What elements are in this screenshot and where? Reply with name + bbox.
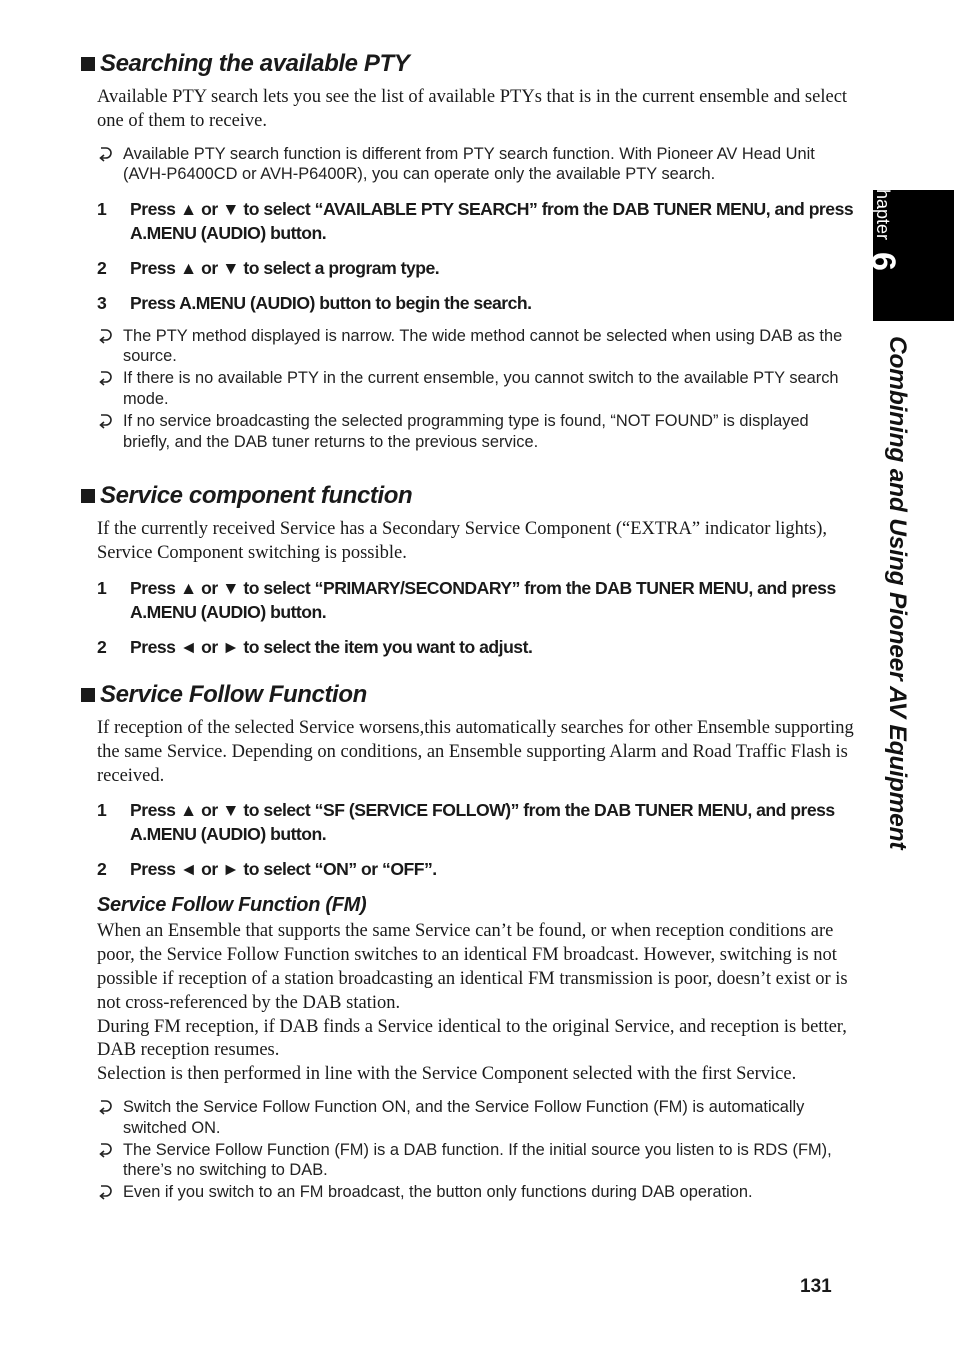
section-heading [78,48,854,80]
step-number: 1 [97,198,107,219]
step-item [97,798,854,846]
step-number: 2 [97,859,107,880]
note-list [78,326,854,453]
step-item [97,256,854,280]
section-heading [78,480,854,512]
step-text: Press A.MENU (AUDIO) button to begin the search. [130,292,532,313]
section-title: Service component function [100,482,413,510]
subsection-paragraph: During FM reception, if DAB finds a Service identical to the original Service, and reception is better, DAB reception resumes. [97,1016,847,1061]
square-bullet-icon [81,688,95,702]
step-text: Press ▲ or ▼ to select “AVAILABLE PTY SEARCH” from the DAB TUNER MENU, and press A.MENU (AUDIO) button. [130,198,854,243]
page-number: 131 [800,1276,832,1297]
page-content [78,48,854,1217]
section-intro: If reception of the selected Service worsens,this automatically searches for other Ensemble supporting the same Service. Depending on conditions, an Ensemble supporting Alarm and Road Traffic Flash is received. [97,717,854,786]
step-number: 2 [97,636,107,657]
note-list [78,144,854,185]
step-item [97,635,854,659]
section-service-follow [78,679,854,1203]
step-item [97,857,854,881]
hook-arrow-icon [97,1182,119,1200]
note-item: The Service Follow Function (FM) is a DAB function. If the initial source you listen to is RDS (FM), there’s no switching to DAB. [97,1140,854,1181]
step-text: Press ▲ or ▼ to select a program type. [130,257,440,278]
step-item [97,576,854,624]
note-list [78,1097,854,1203]
note-item: Available PTY search function is different from PTY search function. With Pioneer AV Head Unit (AVH-P6400CD or AVH-P6400R), you can operate only the available PTY search. [97,144,854,185]
step-number: 1 [97,800,107,821]
step-text: Press ◄ or ► to select the item you want to adjust. [130,636,533,657]
chapter-title: Combining and Using Pioneer AV Equipment [884,336,911,850]
hook-arrow-icon [97,368,119,386]
chapter-word: Chapter [873,176,894,241]
step-text: Press ▲ or ▼ to select “PRIMARY/SECONDARY” from the DAB TUNER MENU, and press A.MENU (AUDIO) button. [130,577,836,622]
hook-arrow-icon [97,411,119,429]
subsection-paragraph: When an Ensemble that supports the same Service can’t be found, or when reception conditions are poor, the Service Follow Function switches to an identical FM broadcast. However, switching is not possible if reception of a station broadcasting an identical FM transmission is poor, doesn’t exist or is not cross-referenced by the DAB station. [97,921,848,1013]
square-bullet-icon [81,489,95,503]
section-intro: Available PTY search lets you see the list of available PTYs that is in the current ensemble and select one of them to receive. [97,87,848,131]
hook-arrow-icon [97,326,119,344]
section-title: Service Follow Function [100,680,367,708]
section-intro: If the currently received Service has a Secondary Service Component (“EXTRA” indicator lights), Service Component switching is possible. [97,519,827,564]
note-item: The PTY method displayed is narrow. The wide method cannot be selected when using DAB as the source. [97,326,854,367]
hook-arrow-icon [97,144,119,162]
step-item [97,291,854,315]
hook-arrow-icon [97,1097,119,1115]
section-heading [78,679,854,711]
step-text: Press ▲ or ▼ to select “SF (SERVICE FOLLOW)” from the DAB TUNER MENU, and press A.MENU (AUDIO) button. [130,800,835,845]
step-number: 2 [97,257,107,278]
subsection-paragraph: Selection is then performed in line with the Service Component selected with the first Service. [97,1064,797,1085]
step-item [97,197,854,245]
square-bullet-icon [81,57,95,71]
note-item: If there is no available PTY in the current ensemble, you cannot switch to the available PTY search mode. [97,368,854,409]
section-searching-pty [78,48,854,452]
note-item: Even if you switch to an FM broadcast, the button only functions during DAB operation. [97,1182,854,1203]
note-item: If no service broadcasting the selected programming type is found, “NOT FOUND” is displayed briefly, and the DAB tuner returns to the previous service. [97,411,854,452]
hook-arrow-icon [97,1140,119,1158]
subsection-title: Service Follow Function (FM) [97,894,367,917]
section-service-component [78,480,854,659]
chapter-number: 6 [864,252,903,271]
section-title: Searching the available PTY [100,50,410,77]
step-number: 3 [97,292,107,313]
step-number: 1 [97,577,107,598]
step-text: Press ◄ or ► to select “ON” or “OFF”. [130,859,437,880]
note-item: Switch the Service Follow Function ON, and the Service Follow Function (FM) is automatically switched ON. [97,1097,854,1138]
